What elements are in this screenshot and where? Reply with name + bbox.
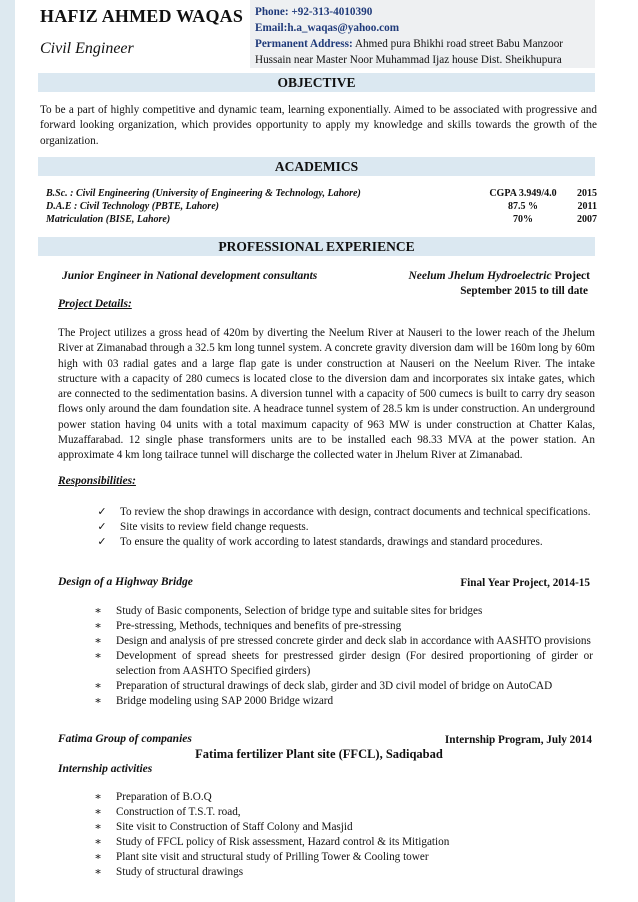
objective-text: To be a part of highly competitive and dynamic team, learning exponentially. Aimed to be associated with progressive and forward looking organization, which provides opportunity to apply my knowledge and skills towards the growth of the organization. xyxy=(40,104,597,147)
list-item xyxy=(88,604,593,619)
academic-score: 87.5 % xyxy=(508,201,538,212)
internship-heading: Internship activities xyxy=(58,763,153,775)
list-item xyxy=(88,619,593,634)
list-item-text: Site visits to review field change requests. xyxy=(120,521,309,533)
internship-meta: Internship Program, July 2014 xyxy=(444,734,592,746)
list-item-text: Preparation of structural drawings of deck slab, girder and 3D civil model of bridge on AutoCAD xyxy=(116,680,553,692)
academic-degree: B.Sc. : Civil Engineering (University of Engineering & Technology, Lahore) xyxy=(46,188,361,199)
address xyxy=(255,36,595,52)
candidate-title: Civil Engineer xyxy=(40,40,134,57)
list-item-text: Design and analysis of pre stressed concrete girder and deck slab in accordance with AASHTO provisions xyxy=(116,635,591,647)
address-line1: Ahmed pura Bhikhi road street Babu Manzoor xyxy=(354,38,564,50)
asterisk-icon: ∗ xyxy=(94,866,102,878)
job-dates: September 2015 to till date xyxy=(460,285,588,297)
objective-heading: OBJECTIVE xyxy=(38,73,595,92)
asterisk-icon: ∗ xyxy=(94,605,102,617)
list-item xyxy=(88,694,593,709)
academic-score: 70% xyxy=(513,214,533,225)
contact-box xyxy=(250,0,595,68)
list-item-text: Study of FFCL policy of Risk assessment, Hazard control & its Mitigation xyxy=(116,836,450,848)
list-item-text: Pre-stressing, Methods, techniques and benefits of pre-stressing xyxy=(116,620,402,632)
asterisk-icon: ∗ xyxy=(94,650,102,662)
academic-year: 2015 xyxy=(577,188,597,199)
left-accent-bar xyxy=(0,0,15,902)
list-item-text: Study of Basic components, Selection of bridge type and suitable sites for bridges xyxy=(116,605,483,617)
academic-degree: D.A.E : Civil Technology (PBTE, Lahore) xyxy=(46,201,219,212)
list-item xyxy=(88,805,593,820)
responsibilities-heading: Responsibilities: xyxy=(58,475,136,487)
list-item-text: Development of spread sheets for prestressed girder design (For desired proportioning of girder or selection from AASHTO Specified girders) xyxy=(116,650,593,677)
project-details-heading: Project Details: xyxy=(58,298,132,310)
list-item xyxy=(88,850,593,865)
asterisk-icon: ∗ xyxy=(94,680,102,692)
list-item-text: Study of structural drawings xyxy=(116,866,244,878)
project-list xyxy=(88,604,593,709)
internship-company: Fatima Group of companies xyxy=(58,733,192,745)
asterisk-icon: ∗ xyxy=(94,836,102,848)
list-item xyxy=(88,634,593,649)
list-item-text: Site visit to Construction of Staff Colony and Masjid xyxy=(116,821,353,833)
asterisk-icon: ∗ xyxy=(94,806,102,818)
check-icon: ✓ xyxy=(97,536,107,548)
list-item xyxy=(92,505,595,520)
list-item-text: To review the shop drawings in accordance with design, contract documents and technical specifications. xyxy=(120,506,591,518)
asterisk-icon: ∗ xyxy=(94,620,102,632)
list-item-text: Plant site visit and structural study of Prilling Tower & Cooling tower xyxy=(116,851,429,863)
job-project-name: Neelum Jhelum Hydroelectric xyxy=(408,270,552,282)
list-item xyxy=(92,520,595,535)
asterisk-icon: ∗ xyxy=(94,791,102,803)
academic-year: 2011 xyxy=(577,201,597,212)
asterisk-icon: ∗ xyxy=(94,851,102,863)
address-label: Permanent Address: xyxy=(255,38,353,50)
phone: Phone: +92-313-4010390 xyxy=(255,6,373,18)
list-item-text: Bridge modeling using SAP 2000 Bridge wizard xyxy=(116,695,334,707)
academic-degree: Matriculation (BISE, Lahore) xyxy=(46,214,171,225)
list-item xyxy=(88,649,593,679)
check-icon: ✓ xyxy=(97,506,107,518)
project-meta: Final Year Project, 2014-15 xyxy=(460,577,590,589)
list-item xyxy=(92,535,595,550)
list-item xyxy=(88,790,593,805)
internship-list xyxy=(88,790,593,880)
academics-heading: ACADEMICS xyxy=(38,157,595,176)
address-line2: Hussain near Master Noor Muhammad Ijaz house Dist. Sheikhupura xyxy=(255,54,562,66)
project-details-text: The Project utilizes a gross head of 420m by diverting the Neelum River at Nauseri to the lower reach of the Jhelum River at Zimanabad through a 32.5 km long tunnel system. A concrete gravity diversion dam will be 160m long by 60m high with 03 radial gates and a large flap gate is under construction at Nauseri on the Neelum River. The intake structure with a capacity of 280 cumecs is located close to the diversion dam and incorporates six intake gates, which are connected to the sedimentation basins. A diversion tunnel with a capacity of 500 cumecs is built to carry dry season flows only around the dam foundation site. A headrace tunnel system of 28.5 km is under construction. An underground power station having 04 units with a total maximum capacity of 963 MW is under construction at Chatter Kalas, Muzaffarabad. 12 single phase transformers units are to be installed each 98.33 MVA at the power station. An approximate 4 km long tailrace tunnel will discharge the collected water in Jhelum River at Zimanabad. xyxy=(58,327,595,462)
job-project-suffix: Project xyxy=(551,270,590,282)
list-item xyxy=(88,820,593,835)
check-icon: ✓ xyxy=(97,521,107,533)
job-project xyxy=(408,270,590,282)
list-item-text: To ensure the quality of work according to latest standards, drawings and standard procedures. xyxy=(120,536,543,548)
experience-heading: PROFESSIONAL EXPERIENCE xyxy=(38,237,595,256)
list-item-text: Construction of T.S.T. road, xyxy=(116,806,241,818)
academic-year: 2007 xyxy=(577,214,597,225)
job-role: Junior Engineer in National development consultants xyxy=(62,270,318,282)
list-item xyxy=(88,865,593,880)
asterisk-icon: ∗ xyxy=(94,821,102,833)
asterisk-icon: ∗ xyxy=(94,635,102,647)
list-item xyxy=(88,679,593,694)
responsibilities-list xyxy=(92,505,595,550)
academic-score: CGPA 3.949/4.0 xyxy=(489,188,557,199)
asterisk-icon: ∗ xyxy=(94,695,102,707)
list-item xyxy=(88,835,593,850)
candidate-name: HAFIZ AHMED WAQAS xyxy=(40,6,244,26)
list-item-text: Preparation of B.O.Q xyxy=(116,791,212,803)
internship-site: Fatima fertilizer Plant site (FFCL), Sadiqabad xyxy=(195,747,443,761)
email: Email:h.a_waqas@yahoo.com xyxy=(255,22,400,34)
project-title: Design of a Highway Bridge xyxy=(58,576,193,588)
